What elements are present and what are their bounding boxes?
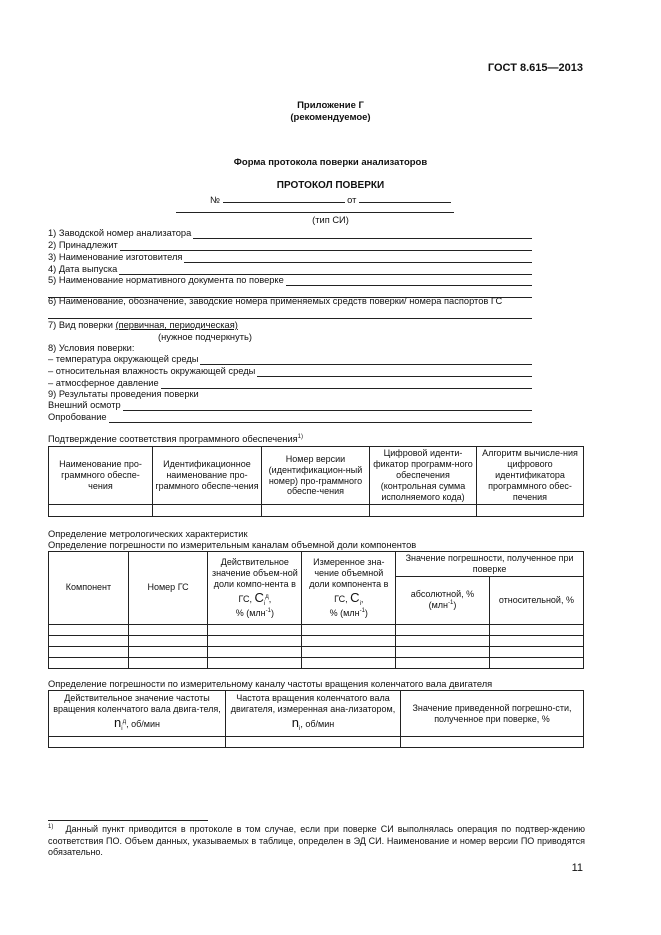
col-gs-number: Номер ГС <box>128 552 207 625</box>
col-relative-error: относительной, % <box>489 576 583 624</box>
table-cell[interactable] <box>208 635 302 646</box>
symbol-sub: i <box>359 600 361 607</box>
crankshaft-table <box>48 690 584 748</box>
metrology-section-title: Определение метрологических характеристик <box>48 529 248 539</box>
field-label: 7) Вид поверки <box>48 320 113 330</box>
unit-sup: -1 <box>448 600 454 607</box>
software-col-name: Наименование про-граммного обеспе-чения <box>49 447 153 505</box>
unit-text: , об/мин <box>300 719 335 730</box>
footnote <box>48 824 585 859</box>
col-actual-rpm <box>49 691 226 737</box>
table-cell[interactable] <box>396 646 490 657</box>
table-cell[interactable] <box>49 646 129 657</box>
table-cell[interactable] <box>489 635 583 646</box>
col-measured-rpm <box>226 691 401 737</box>
col-component: Компонент <box>49 552 129 625</box>
unit-text: % (млн <box>329 607 360 618</box>
software-col-algorithm: Алгоритм вычисле-ния цифрового идентификатора программного обес-печения <box>476 447 583 505</box>
footnote-mark: 1) <box>48 824 54 830</box>
header-text: Действительное значение частоты вращения коленчатого вала двига-теля, <box>53 693 221 715</box>
col-measured-value: Измеренное зна-чение объемной доли компонента в ГС, $C_i$, % (млн$^{-1}$) <box>302 552 396 625</box>
symbol-n: n <box>114 715 122 731</box>
field-label: Внешний осмотр <box>48 400 121 410</box>
table-cell[interactable] <box>396 635 490 646</box>
component-error-title: Определение погрешности по измерительным каналам объемной доли компонентов <box>48 540 417 550</box>
field-verification-tools: 6) Наименование, обозначение, заводские номера применяемых средств поверки/ номера паспортов ГС <box>48 296 503 306</box>
appendix-title: Приложение Г <box>297 100 364 111</box>
protocol-number-line <box>0 193 661 206</box>
blank-line[interactable] <box>48 318 532 319</box>
field-label: – температура окружающей среды <box>48 354 199 364</box>
date-label: от <box>347 195 357 205</box>
col-reduced-error: Значение приведенной погрешно-сти, полученное при поверке, % <box>401 691 584 737</box>
field-results: 9) Результаты проведения поверки <box>48 389 199 399</box>
protocol-title: ПРОТОКОЛ ПОВЕРКИ <box>276 180 385 191</box>
date-blank[interactable] <box>359 193 451 203</box>
field-label: – атмосферное давление <box>48 378 159 388</box>
field-temperature[interactable] <box>48 354 532 365</box>
table-cell[interactable] <box>128 646 207 657</box>
crankshaft-section-title: Определение погрешности по измерительному каналу частоты вращения коленчатого вала двигателя <box>48 679 493 689</box>
field-label: 1) Заводской номер анализатора <box>48 228 192 238</box>
symbol-sub: i <box>263 600 266 607</box>
field-manufacturer[interactable] <box>48 252 532 263</box>
table-cell[interactable] <box>396 657 490 668</box>
col-error-value: Значение погрешности, полученное при поверке <box>396 552 584 577</box>
table-cell[interactable] <box>208 646 302 657</box>
field-release-date[interactable] <box>48 264 532 275</box>
table-cell[interactable] <box>128 657 207 668</box>
field-humidity[interactable] <box>48 366 532 377</box>
header-text: Действительное значение объем-ной доли компо-нента в ГС, <box>211 556 298 604</box>
footnote-separator <box>48 820 208 821</box>
field-label: Опробование <box>48 412 107 422</box>
field-owner[interactable] <box>48 240 532 251</box>
standard-number: ГОСТ 8.615—2013 <box>487 62 583 74</box>
table-cell[interactable] <box>208 657 302 668</box>
table-cell[interactable] <box>49 657 129 668</box>
col-actual-value: Действительное значение объем-ной доли компо-нента в ГС, $C_i^д$, % (млн$^{-1}$) <box>208 552 302 625</box>
table-cell[interactable] <box>476 505 583 517</box>
field-label: 2) Принадлежит <box>48 240 118 250</box>
section-title-text: Подтверждение соответствия программного обеспечения <box>48 434 298 445</box>
table-cell[interactable] <box>128 624 207 635</box>
unit-text: , об/мин <box>126 719 160 730</box>
unit-sup: -1 <box>265 607 271 614</box>
unit-sup: -1 <box>359 607 365 614</box>
field-normative-document[interactable] <box>48 275 532 286</box>
table-cell[interactable] <box>401 737 584 748</box>
field-pressure[interactable] <box>48 378 532 389</box>
table-cell[interactable] <box>49 737 226 748</box>
table-cell[interactable] <box>152 505 261 517</box>
software-col-id-name: Идентификационное наименование про-граммного обеспе-чения <box>152 447 261 505</box>
field-verification-type <box>48 320 238 331</box>
number-blank[interactable] <box>223 193 345 203</box>
appendix-subtitle: (рекомендуемое) <box>290 112 371 123</box>
symbol-c: C <box>254 589 264 605</box>
verification-type-options[interactable]: (первичная, периодическая) <box>115 320 238 330</box>
table-cell[interactable] <box>369 505 476 517</box>
footnote-ref: 1) <box>297 434 304 440</box>
symbol-n: n <box>291 715 300 731</box>
table-cell[interactable] <box>489 624 583 635</box>
table-cell[interactable] <box>226 737 401 748</box>
unit-text: % (млн <box>235 607 266 618</box>
table-cell[interactable] <box>49 505 153 517</box>
software-table <box>48 446 584 517</box>
header-text: абсолютной, % (млн <box>410 589 475 611</box>
table-cell[interactable] <box>208 624 302 635</box>
header-text: Измеренное зна-чение объемной доли компонента в ГС, <box>309 556 389 604</box>
symbol-c: C <box>350 589 360 605</box>
table-cell[interactable] <box>302 657 396 668</box>
field-serial-number[interactable] <box>48 228 532 239</box>
device-type-line[interactable] <box>176 212 454 213</box>
symbol-sub: i <box>121 726 123 733</box>
table-cell[interactable] <box>396 624 490 635</box>
field-conditions: 8) Условия поверки: <box>48 343 135 353</box>
symbol-sup: д <box>265 593 269 600</box>
software-col-digital-id: Цифровой иденти-фикатор программ-ного обеспечения (контрольная сумма исполняемого кода) <box>369 447 476 505</box>
field-label: 3) Наименование изготовителя <box>48 252 183 262</box>
table-cell[interactable] <box>49 635 129 646</box>
software-section-title <box>48 434 303 445</box>
page-number: 11 <box>571 862 583 874</box>
table-cell[interactable] <box>261 505 369 517</box>
table-cell[interactable] <box>489 646 583 657</box>
form-title: Форма протокола поверки анализаторов <box>233 157 428 168</box>
device-type-label: (тип СИ) <box>312 215 349 225</box>
footnote-text: Данный пункт приводится в протоколе в том случае, если при поверке СИ выполнялась операция по подтвер-ждению соответствия ПО. Объем данных, указываемых в таблице, определен в ЭД СИ. Наименование и номер версии ПО приводятся обязательно. <box>48 824 585 858</box>
table-cell[interactable] <box>302 635 396 646</box>
component-error-table <box>48 551 584 669</box>
table-cell[interactable] <box>128 635 207 646</box>
table-cell[interactable] <box>49 624 129 635</box>
field-testing[interactable] <box>48 412 532 423</box>
field-label: – относительная влажность окружающей среды <box>48 366 256 376</box>
symbol-sub: i <box>299 726 301 733</box>
table-cell[interactable] <box>302 646 396 657</box>
field-label: 5) Наименование нормативного документа по поверке <box>48 275 284 285</box>
table-cell[interactable] <box>489 657 583 668</box>
field-visual-inspection[interactable] <box>48 400 532 411</box>
header-text: Частота вращения коленчатого вала двигателя, измеренная ана-лизатором, <box>230 693 396 715</box>
table-cell[interactable] <box>302 624 396 635</box>
col-absolute-error: абсолютной, % (млн$^{-1}$) <box>396 576 490 624</box>
field-label: 4) Дата выпуска <box>48 264 118 274</box>
symbol-sup: д <box>122 719 127 726</box>
verification-type-hint: (нужное подчеркнуть) <box>158 332 252 342</box>
number-label: № <box>210 195 220 205</box>
software-col-version: Номер версии (идентификацион-ный номер) про-граммного обеспе-чения <box>261 447 369 505</box>
